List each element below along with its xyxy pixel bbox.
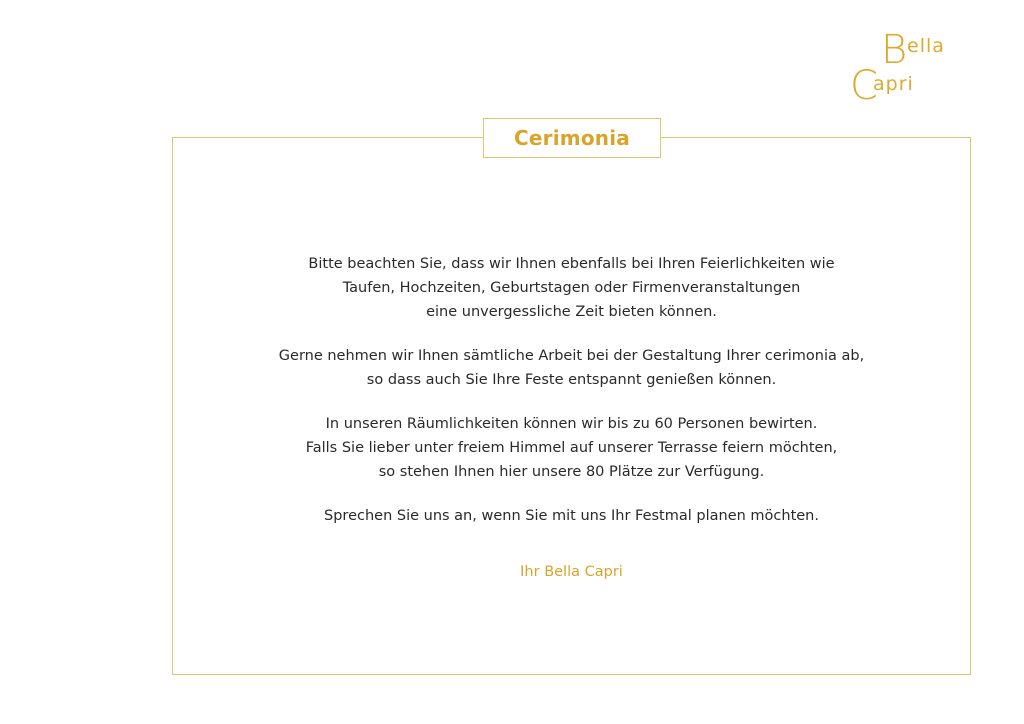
paragraph-organization: Gerne nehmen wir Ihnen sämtliche Arbeit bei der Gestaltung Ihrer cerimonia ab, so dass auch Sie Ihre Feste entspannt genießen können. (278, 348, 865, 388)
paragraph-contact: Sprechen Sie uns an, wenn Sie mit uns Ihr Festmal planen möchten. (324, 508, 819, 524)
signature: Ihr Bella Capri (520, 564, 623, 580)
title-box (483, 118, 661, 158)
logo-text-ella: ella (907, 35, 945, 57)
logo-initial-c: C (850, 63, 878, 109)
paragraph-capacity: In unseren Räumlichkeiten können wir bis zu 60 Personen bewirten. Falls Sie lieber unter freiem Himmel auf unserer Terrasse feiern möchten, so stehen Ihnen hier unsere 80 Plätze zur Verfügung. (305, 416, 838, 480)
page-title: Cerimonia (514, 126, 630, 150)
logo (848, 28, 968, 108)
paragraph-celebrations: Bitte beachten Sie, dass wir Ihnen ebenfalls bei Ihren Feierlichkeiten wie Taufen, Hochzeiten, Geburtstagen oder Firmenveranstaltungen eine unvergessliche Zeit bieten können. (308, 256, 835, 320)
logo-text-apri: apri (873, 73, 914, 95)
logo-initial-b: B (881, 27, 908, 73)
body-text (172, 252, 971, 548)
